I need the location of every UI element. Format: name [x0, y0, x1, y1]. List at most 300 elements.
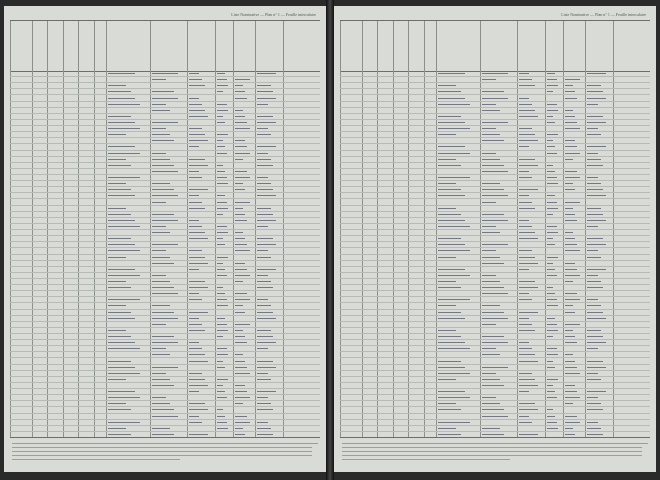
- handwritten-entry-stroke: [519, 371, 533, 374]
- handwritten-entry-stroke: [547, 365, 555, 368]
- handwritten-entry-stroke: [547, 322, 557, 325]
- handwritten-entry-stroke: [108, 407, 130, 410]
- handwritten-entry-stroke: [519, 95, 530, 98]
- handwritten-entry-stroke: [189, 377, 205, 380]
- handwritten-entry-stroke: [438, 150, 470, 153]
- handwritten-entry-stroke: [565, 291, 577, 294]
- handwritten-entry-stroke: [519, 187, 538, 190]
- handwritten-entry-stroke: [482, 346, 497, 349]
- handwritten-entry-stroke: [547, 89, 554, 92]
- handwritten-entry-stroke: [519, 83, 535, 86]
- handwritten-entry-stroke: [587, 175, 598, 178]
- handwritten-entry-stroke: [482, 432, 505, 435]
- handwritten-entry-stroke: [565, 426, 573, 429]
- left-running-head: Liste Nominative — Plan n° 1 — Feuille intercalaire: [231, 12, 316, 17]
- handwritten-entry-stroke: [587, 193, 606, 196]
- handwritten-entry-stroke: [189, 371, 203, 374]
- handwritten-entry-stroke: [257, 407, 273, 410]
- handwritten-entry-stroke: [438, 132, 456, 135]
- handwritten-entry-stroke: [547, 242, 555, 245]
- row-rule: [340, 82, 650, 83]
- handwritten-entry-stroke: [217, 71, 225, 74]
- handwritten-entry-stroke: [108, 371, 140, 374]
- handwritten-entry-stroke: [587, 83, 601, 86]
- handwritten-entry-stroke: [482, 181, 501, 184]
- handwritten-entry-stroke: [565, 303, 573, 306]
- handwritten-entry-stroke: [257, 157, 271, 160]
- handwritten-entry-stroke: [565, 89, 575, 92]
- row-rule: [10, 296, 320, 297]
- handwritten-entry-stroke: [217, 150, 227, 153]
- row-rule: [10, 327, 320, 328]
- handwritten-entry-stroke: [519, 328, 535, 331]
- handwritten-entry-stroke: [152, 150, 167, 153]
- handwritten-entry-stroke: [519, 309, 538, 312]
- handwritten-entry-stroke: [587, 181, 601, 184]
- handwritten-entry-stroke: [152, 303, 171, 306]
- handwritten-entry-stroke: [235, 371, 249, 374]
- handwritten-entry-stroke: [217, 365, 225, 368]
- handwritten-entry-stroke: [108, 316, 135, 319]
- header-cell: [424, 21, 437, 71]
- handwritten-entry-stroke: [257, 205, 271, 208]
- handwritten-entry-stroke: [108, 334, 130, 337]
- handwritten-entry-stroke: [438, 248, 470, 251]
- footnote-text-line: [12, 455, 312, 456]
- handwritten-entry-stroke: [519, 199, 533, 202]
- handwritten-entry-stroke: [547, 261, 554, 264]
- handwritten-entry-stroke: [482, 132, 501, 135]
- handwritten-entry-stroke: [217, 89, 224, 92]
- handwritten-entry-stroke: [257, 316, 276, 319]
- handwritten-entry-stroke: [108, 285, 130, 288]
- handwritten-entry-stroke: [257, 395, 268, 398]
- handwritten-entry-stroke: [482, 254, 501, 257]
- handwritten-entry-stroke: [565, 248, 579, 251]
- handwritten-entry-stroke: [217, 291, 225, 294]
- handwritten-entry-stroke: [189, 230, 205, 233]
- handwritten-entry-stroke: [152, 377, 171, 380]
- row-rule: [10, 357, 320, 358]
- handwritten-entry-stroke: [235, 413, 247, 416]
- handwritten-entry-stroke: [547, 413, 555, 416]
- header-cell: [362, 21, 379, 71]
- handwritten-entry-stroke: [108, 279, 126, 282]
- handwritten-entry-stroke: [565, 181, 573, 184]
- handwritten-entry-stroke: [235, 89, 245, 92]
- handwritten-entry-stroke: [587, 285, 603, 288]
- handwritten-entry-stroke: [438, 285, 460, 288]
- handwritten-entry-stroke: [482, 248, 497, 251]
- handwritten-entry-stroke: [257, 181, 271, 184]
- handwritten-entry-stroke: [565, 261, 575, 264]
- handwritten-entry-stroke: [519, 340, 530, 343]
- handwritten-entry-stroke: [257, 144, 276, 147]
- header-cell: [517, 21, 546, 71]
- handwritten-entry-stroke: [547, 316, 555, 319]
- handwritten-entry-stroke: [108, 212, 130, 215]
- handwritten-entry-stroke: [519, 407, 538, 410]
- handwritten-entry-stroke: [235, 205, 243, 208]
- footnote-text-line: [342, 447, 642, 448]
- handwritten-entry-stroke: [152, 291, 179, 294]
- handwritten-entry-stroke: [438, 212, 460, 215]
- handwritten-entry-stroke: [482, 169, 509, 172]
- handwritten-entry-stroke: [257, 175, 268, 178]
- handwritten-entry-stroke: [547, 358, 554, 361]
- handwritten-entry-stroke: [235, 383, 245, 386]
- handwritten-entry-stroke: [482, 102, 497, 105]
- handwritten-entry-stroke: [482, 108, 501, 111]
- handwritten-entry-stroke: [217, 193, 225, 196]
- handwritten-entry-stroke: [108, 175, 140, 178]
- handwritten-entry-stroke: [482, 230, 501, 233]
- handwritten-entry-stroke: [482, 291, 509, 294]
- handwritten-entry-stroke: [547, 426, 559, 429]
- handwritten-entry-stroke: [108, 432, 130, 435]
- handwritten-entry-stroke: [438, 309, 460, 312]
- handwritten-entry-stroke: [108, 346, 140, 349]
- handwritten-entry-stroke: [189, 383, 208, 386]
- handwritten-entry-stroke: [217, 163, 224, 166]
- footnote-text-line: [342, 451, 642, 452]
- handwritten-entry-stroke: [587, 303, 601, 306]
- header-cell: [408, 21, 425, 71]
- handwritten-entry-stroke: [108, 205, 126, 208]
- handwritten-entry-stroke: [217, 102, 227, 105]
- handwritten-entry-stroke: [108, 126, 140, 129]
- handwritten-entry-stroke: [217, 413, 225, 416]
- handwritten-entry-stroke: [152, 395, 167, 398]
- handwritten-entry-stroke: [189, 297, 203, 300]
- handwritten-entry-stroke: [108, 114, 130, 117]
- handwritten-entry-stroke: [257, 242, 276, 245]
- handwritten-entry-stroke: [217, 334, 224, 337]
- handwritten-entry-stroke: [108, 297, 140, 300]
- handwritten-entry-stroke: [438, 187, 460, 190]
- book-gutter: [326, 0, 334, 480]
- handwritten-entry-stroke: [482, 242, 509, 245]
- handwritten-entry-stroke: [482, 193, 509, 196]
- handwritten-entry-stroke: [189, 71, 200, 74]
- handwritten-entry-stroke: [217, 377, 229, 380]
- handwritten-entry-stroke: [108, 242, 135, 245]
- handwritten-entry-stroke: [482, 334, 505, 337]
- handwritten-entry-stroke: [547, 291, 555, 294]
- handwritten-entry-stroke: [519, 401, 535, 404]
- handwritten-entry-stroke: [108, 267, 135, 270]
- handwritten-entry-stroke: [217, 175, 227, 178]
- handwritten-entry-stroke: [547, 77, 557, 80]
- handwritten-entry-stroke: [189, 138, 208, 141]
- handwritten-entry-stroke: [257, 71, 276, 74]
- handwritten-entry-stroke: [519, 346, 533, 349]
- handwritten-entry-stroke: [438, 273, 470, 276]
- handwritten-entry-stroke: [189, 420, 203, 423]
- handwritten-entry-stroke: [152, 193, 179, 196]
- handwritten-entry-stroke: [547, 199, 557, 202]
- handwritten-entry-stroke: [108, 95, 135, 98]
- handwritten-entry-stroke: [217, 285, 224, 288]
- handwritten-entry-stroke: [438, 365, 465, 368]
- handwritten-entry-stroke: [587, 132, 601, 135]
- handwritten-entry-stroke: [547, 334, 554, 337]
- handwritten-entry-stroke: [547, 328, 559, 331]
- handwritten-entry-stroke: [189, 328, 205, 331]
- handwritten-entry-stroke: [438, 120, 465, 123]
- footnote-text-line: [342, 455, 642, 456]
- handwritten-entry-stroke: [438, 377, 456, 380]
- handwritten-entry-stroke: [547, 377, 559, 380]
- handwritten-entry-stroke: [519, 108, 535, 111]
- handwritten-entry-stroke: [235, 389, 247, 392]
- handwritten-entry-stroke: [587, 218, 606, 221]
- handwritten-entry-stroke: [547, 297, 557, 300]
- handwritten-entry-stroke: [587, 126, 598, 129]
- handwritten-entry-stroke: [565, 157, 573, 160]
- handwritten-entry-stroke: [235, 352, 243, 355]
- handwritten-entry-stroke: [438, 181, 456, 184]
- handwritten-entry-stroke: [257, 371, 268, 374]
- handwritten-entry-stroke: [565, 212, 575, 215]
- handwritten-entry-stroke: [587, 267, 606, 270]
- handwritten-entry-stroke: [257, 236, 273, 239]
- handwritten-entry-stroke: [587, 432, 603, 435]
- header-cell: [283, 21, 321, 71]
- handwritten-entry-stroke: [547, 83, 559, 86]
- handwritten-entry-stroke: [482, 413, 509, 416]
- handwritten-entry-stroke: [438, 163, 460, 166]
- handwritten-entry-stroke: [257, 224, 268, 227]
- handwritten-entry-stroke: [482, 377, 501, 380]
- handwritten-entry-stroke: [108, 150, 140, 153]
- handwritten-entry-stroke: [482, 138, 505, 141]
- handwritten-entry-stroke: [108, 340, 135, 343]
- handwritten-entry-stroke: [438, 346, 470, 349]
- handwritten-entry-stroke: [189, 279, 205, 282]
- footnote-text-line: [12, 451, 312, 452]
- handwritten-entry-stroke: [565, 218, 577, 221]
- handwritten-entry-stroke: [519, 389, 530, 392]
- header-cell: [215, 21, 235, 71]
- handwritten-entry-stroke: [217, 224, 227, 227]
- handwritten-entry-stroke: [189, 114, 208, 117]
- handwritten-entry-stroke: [547, 102, 557, 105]
- handwritten-entry-stroke: [587, 401, 601, 404]
- handwritten-entry-stroke: [235, 77, 249, 80]
- handwritten-entry-stroke: [257, 126, 268, 129]
- row-rule: [10, 205, 320, 206]
- handwritten-entry-stroke: [587, 236, 603, 239]
- handwritten-entry-stroke: [152, 163, 175, 166]
- handwritten-entry-stroke: [257, 102, 268, 105]
- handwritten-entry-stroke: [519, 77, 533, 80]
- handwritten-entry-stroke: [547, 352, 559, 355]
- handwritten-entry-stroke: [565, 371, 579, 374]
- handwritten-entry-stroke: [519, 163, 538, 166]
- handwritten-entry-stroke: [438, 303, 456, 306]
- handwritten-entry-stroke: [235, 303, 243, 306]
- handwritten-entry-stroke: [565, 340, 577, 343]
- handwritten-entry-stroke: [587, 328, 601, 331]
- handwritten-entry-stroke: [519, 413, 530, 416]
- handwritten-entry-stroke: [235, 95, 247, 98]
- handwritten-entry-stroke: [547, 395, 557, 398]
- header-cell: [340, 21, 363, 71]
- handwritten-entry-stroke: [108, 144, 135, 147]
- handwritten-entry-stroke: [217, 383, 224, 386]
- handwritten-entry-stroke: [587, 426, 601, 429]
- handwritten-entry-stroke: [108, 395, 140, 398]
- handwritten-entry-stroke: [565, 126, 579, 129]
- handwritten-entry-stroke: [235, 322, 249, 325]
- handwritten-entry-stroke: [152, 120, 179, 123]
- header-cell: [480, 21, 518, 71]
- handwritten-entry-stroke: [587, 389, 606, 392]
- handwritten-entry-stroke: [565, 432, 575, 435]
- handwritten-entry-stroke: [257, 328, 271, 331]
- handwritten-entry-stroke: [565, 273, 579, 276]
- handwritten-entry-stroke: [519, 193, 530, 196]
- handwritten-entry-stroke: [519, 420, 533, 423]
- handwritten-entry-stroke: [482, 309, 505, 312]
- handwritten-entry-stroke: [235, 242, 247, 245]
- handwritten-entry-stroke: [519, 230, 535, 233]
- handwritten-entry-stroke: [519, 352, 535, 355]
- handwritten-entry-stroke: [482, 218, 509, 221]
- handwritten-entry-stroke: [189, 83, 205, 86]
- handwritten-entry-stroke: [547, 205, 559, 208]
- handwritten-entry-stroke: [235, 426, 243, 429]
- handwritten-entry-stroke: [482, 285, 505, 288]
- handwritten-entry-stroke: [587, 334, 603, 337]
- handwritten-entry-stroke: [108, 273, 140, 276]
- handwritten-entry-stroke: [587, 102, 598, 105]
- handwritten-entry-stroke: [189, 285, 208, 288]
- handwritten-entry-stroke: [482, 340, 509, 343]
- handwritten-entry-stroke: [547, 420, 557, 423]
- handwritten-entry-stroke: [235, 248, 249, 251]
- handwritten-entry-stroke: [438, 316, 465, 319]
- handwritten-entry-stroke: [587, 187, 603, 190]
- handwritten-entry-stroke: [547, 389, 555, 392]
- handwritten-entry-stroke: [482, 273, 497, 276]
- handwritten-entry-stroke: [235, 340, 247, 343]
- handwritten-entry-stroke: [587, 205, 601, 208]
- row-rule: [340, 113, 650, 114]
- handwritten-entry-stroke: [235, 169, 247, 172]
- handwritten-entry-stroke: [547, 108, 559, 111]
- handwritten-entry-stroke: [565, 328, 573, 331]
- handwritten-entry-stroke: [587, 150, 598, 153]
- row-rule: [10, 419, 320, 420]
- handwritten-entry-stroke: [547, 150, 557, 153]
- handwritten-entry-stroke: [189, 407, 208, 410]
- handwritten-entry-stroke: [235, 181, 243, 184]
- handwritten-entry-stroke: [217, 328, 229, 331]
- handwritten-entry-stroke: [217, 242, 225, 245]
- handwritten-entry-stroke: [438, 426, 456, 429]
- handwritten-entry-stroke: [438, 175, 470, 178]
- left-register-grid: [10, 70, 320, 438]
- handwritten-entry-stroke: [587, 377, 601, 380]
- handwritten-entry-stroke: [217, 322, 227, 325]
- handwritten-entry-stroke: [189, 126, 203, 129]
- handwritten-entry-stroke: [189, 254, 205, 257]
- handwritten-entry-stroke: [587, 224, 598, 227]
- handwritten-entry-stroke: [152, 322, 167, 325]
- handwritten-entry-stroke: [547, 383, 554, 386]
- handwritten-entry-stroke: [217, 144, 225, 147]
- handwritten-entry-stroke: [519, 285, 538, 288]
- handwritten-entry-stroke: [152, 157, 171, 160]
- handwritten-entry-stroke: [565, 395, 579, 398]
- handwritten-entry-stroke: [235, 83, 243, 86]
- handwritten-entry-stroke: [587, 71, 606, 74]
- handwritten-entry-stroke: [257, 163, 273, 166]
- handwritten-entry-stroke: [547, 169, 555, 172]
- left-printed-footnote: [12, 443, 318, 464]
- handwritten-entry-stroke: [438, 71, 465, 74]
- handwritten-entry-stroke: [587, 309, 603, 312]
- right-register-grid: [340, 70, 650, 438]
- handwritten-entry-stroke: [152, 248, 167, 251]
- handwritten-entry-stroke: [108, 236, 130, 239]
- handwritten-entry-stroke: [108, 89, 130, 92]
- handwritten-entry-stroke: [152, 89, 175, 92]
- handwritten-entry-stroke: [438, 254, 456, 257]
- handwritten-entry-stroke: [587, 212, 603, 215]
- handwritten-entry-stroke: [519, 71, 530, 74]
- handwritten-entry-stroke: [547, 224, 557, 227]
- handwritten-entry-stroke: [189, 224, 203, 227]
- handwritten-entry-stroke: [108, 389, 135, 392]
- handwritten-entry-stroke: [152, 169, 179, 172]
- handwritten-entry-stroke: [152, 432, 175, 435]
- handwritten-entry-stroke: [482, 224, 497, 227]
- handwritten-entry-stroke: [547, 273, 557, 276]
- handwritten-entry-stroke: [482, 322, 497, 325]
- handwritten-entry-stroke: [152, 102, 167, 105]
- handwritten-entry-stroke: [482, 120, 509, 123]
- handwritten-entry-stroke: [257, 420, 268, 423]
- handwritten-entry-stroke: [152, 108, 171, 111]
- handwritten-entry-stroke: [547, 120, 555, 123]
- handwritten-entry-stroke: [565, 242, 577, 245]
- handwritten-entry-stroke: [587, 114, 603, 117]
- handwritten-entry-stroke: [257, 297, 268, 300]
- row-rule: [10, 82, 320, 83]
- handwritten-entry-stroke: [565, 144, 577, 147]
- handwritten-entry-stroke: [217, 267, 225, 270]
- handwritten-entry-stroke: [519, 114, 538, 117]
- handwritten-entry-stroke: [519, 138, 538, 141]
- handwritten-entry-stroke: [189, 309, 208, 312]
- header-cell: [255, 21, 284, 71]
- handwritten-entry-stroke: [565, 389, 577, 392]
- handwritten-entry-stroke: [482, 407, 505, 410]
- handwritten-entry-stroke: [587, 346, 598, 349]
- handwritten-entry-stroke: [257, 273, 268, 276]
- handwritten-entry-stroke: [519, 358, 538, 361]
- handwritten-entry-stroke: [189, 108, 205, 111]
- handwritten-entry-stroke: [482, 163, 505, 166]
- handwritten-entry-stroke: [257, 132, 271, 135]
- handwritten-entry-stroke: [519, 248, 533, 251]
- header-cell: [78, 21, 95, 71]
- handwritten-entry-stroke: [189, 352, 205, 355]
- handwritten-entry-stroke: [235, 138, 245, 141]
